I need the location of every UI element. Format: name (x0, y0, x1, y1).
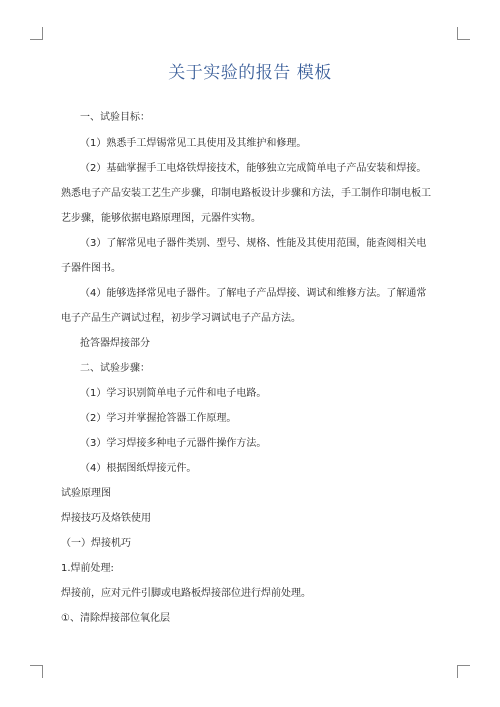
objective-item-1: （1）熟悉手工焊锡常见工具使用及其维护和修理。 (80, 138, 307, 149)
paragraph-line: ①、清除焊接部位氧化层 (61, 613, 170, 624)
objective-item-2: （2）基础掌握手工电烙铁焊接技术，能够独立完成简单电子产品安装和焊接。 (80, 163, 427, 174)
paragraph-line: 焊接前，应对元件引脚或电路板焊接部位进行焊前处理。 (61, 588, 311, 599)
objective-item-2-continued: 熟悉电子产品安装工艺生产步骤，印制电路板设计步骤和方法，手工制作印制电板工 (61, 188, 431, 199)
section-heading-steps: 二、试验步骤： (80, 363, 150, 374)
document-title: 关于实验的报告 模板 (168, 63, 332, 83)
crop-mark-bottom-left (30, 665, 43, 678)
crop-mark-bottom-right (457, 665, 470, 678)
section-heading-objectives: 一、试验目标： (80, 112, 150, 123)
objective-item-4-continued: 电子产品生产调试过程，初步学习调试电子产品方法。 (61, 313, 301, 324)
subsection-heading: （一）焊接机巧 (61, 538, 131, 549)
step-item-2: （2）学习并掌握抢答器工作原理。 (80, 413, 237, 424)
paragraph-line: 试验原理图 (61, 488, 111, 499)
objective-item-3-continued: 子器件图书。 (61, 263, 121, 274)
step-item-1: （1）学习识别简单电子元件和电子电路。 (80, 388, 267, 399)
paragraph-line: 焊接技巧及烙铁使用 (61, 513, 151, 524)
objective-item-2-continued: 艺步骤，能够依据电路原理图，元器件实物。 (61, 213, 261, 224)
step-item-4: （4）根据图纸焊接元件。 (80, 463, 197, 474)
objective-item-3: （3）了解常见电子器件类别、型号、规格、性能及其使用范围，能查阅相关电 (80, 238, 427, 249)
objective-item-4: （4）能够选择常见电子器件。了解电子产品焊接、调试和维修方法。了解通常 (80, 288, 427, 299)
paragraph-line: 抢答器焊接部分 (80, 338, 150, 349)
crop-mark-top-right (457, 27, 470, 40)
crop-mark-top-left (30, 27, 43, 40)
step-item-3: （3）学习焊接多种电子元器件操作方法。 (80, 438, 267, 449)
subsection-heading: 1.焊前处理: (61, 563, 114, 574)
